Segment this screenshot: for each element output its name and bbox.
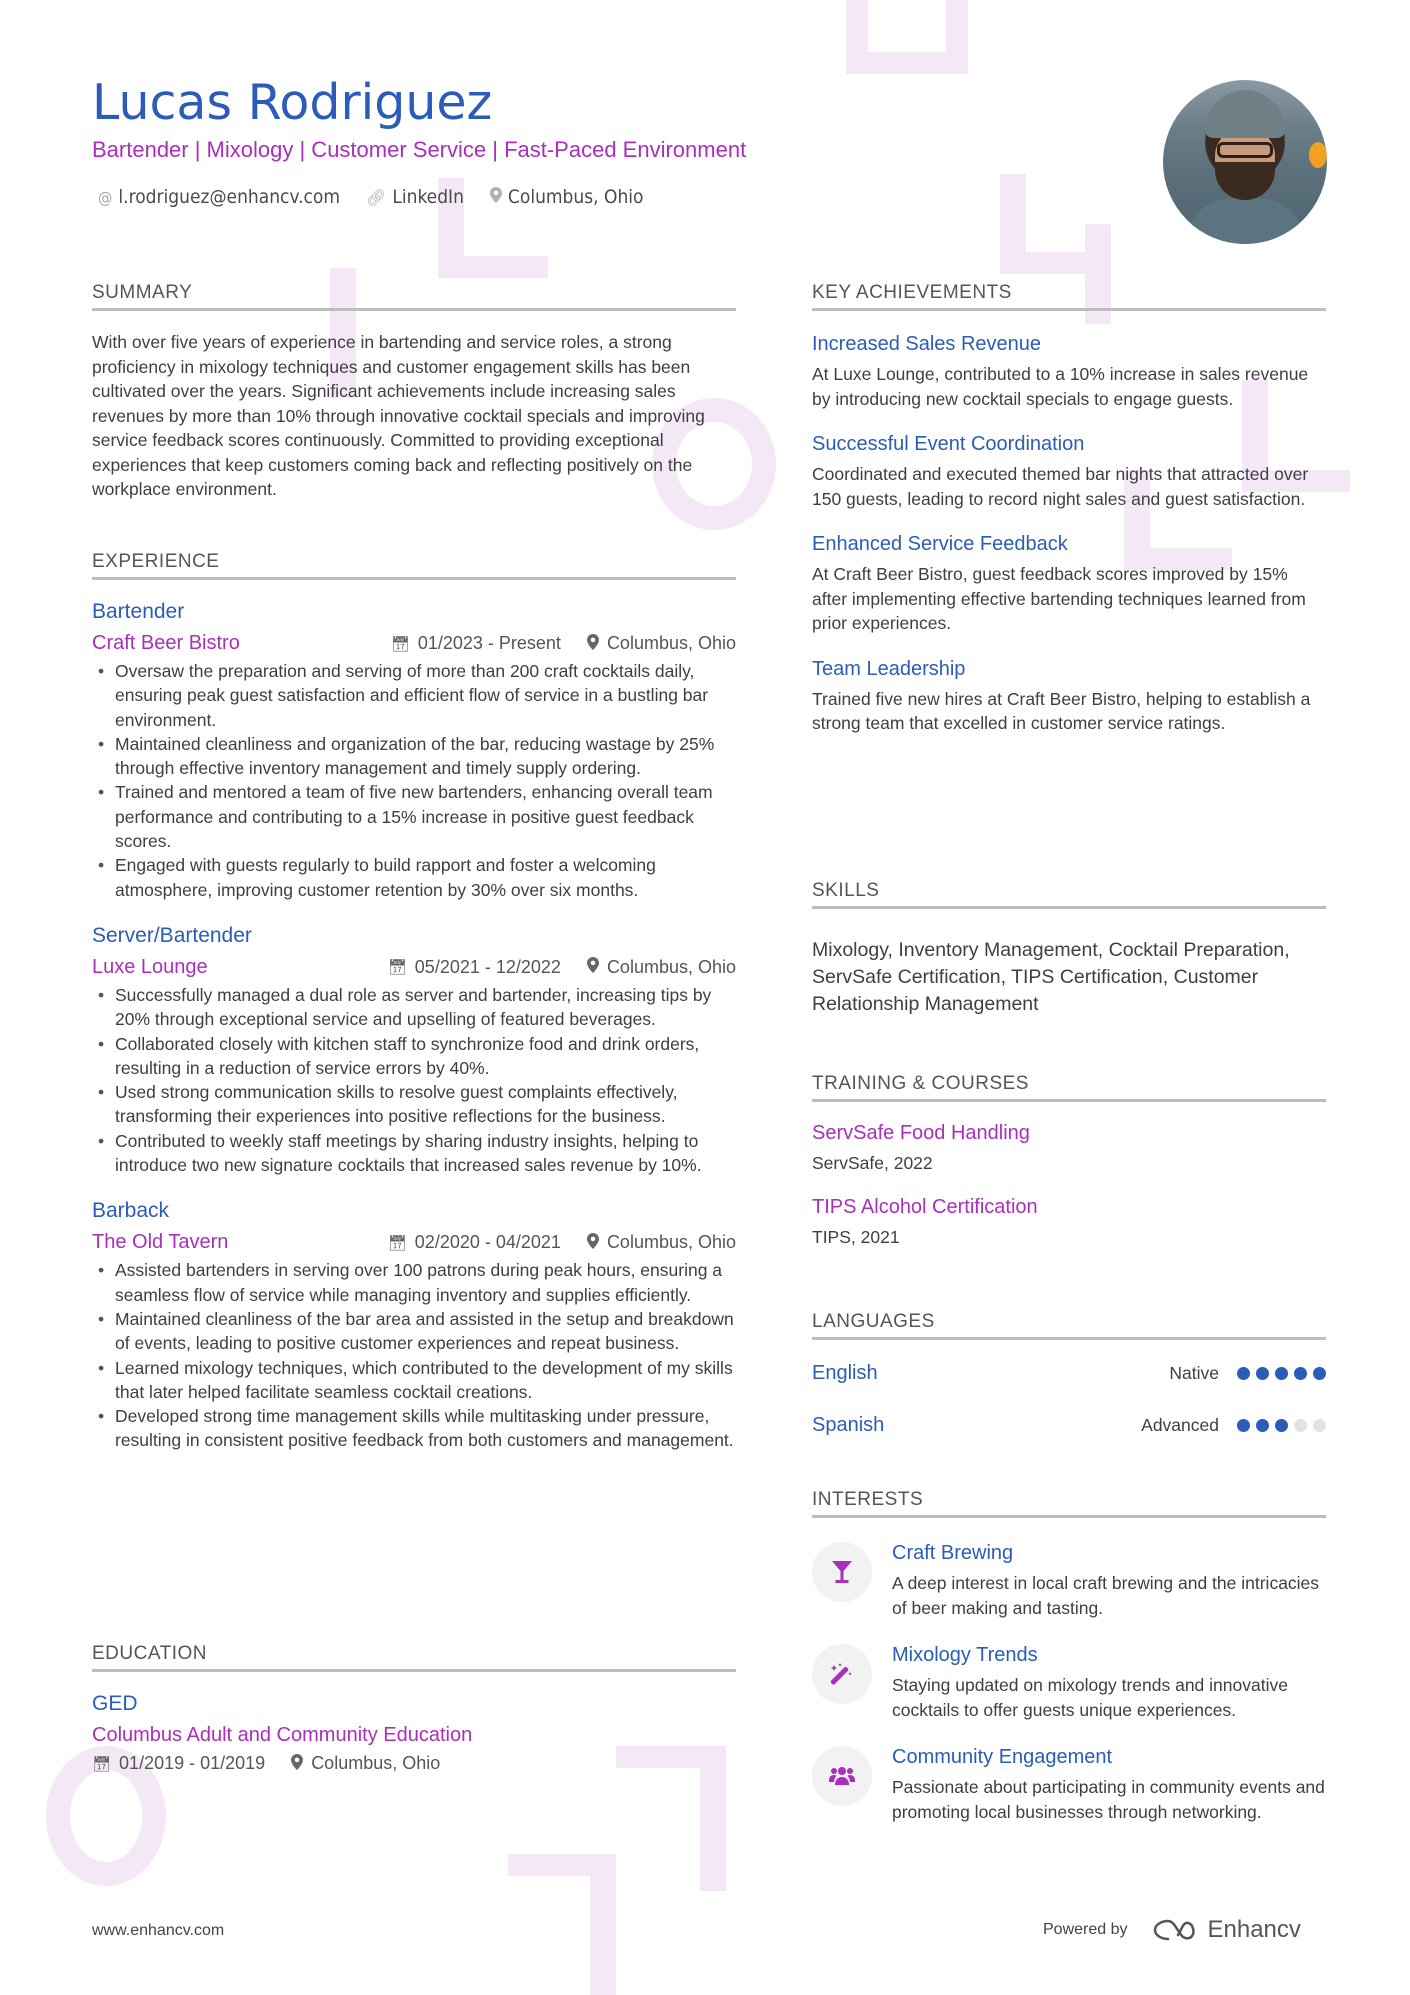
language-name: English <box>812 1361 878 1384</box>
education-location: Columbus, Ohio <box>311 1753 441 1773</box>
footer-website-link[interactable]: www.enhancv.com <box>92 1922 225 1939</box>
contact-linkedin[interactable] <box>366 186 464 208</box>
powered-by-label: Powered by <box>1043 1921 1128 1938</box>
contact-location <box>490 186 644 208</box>
enhancv-logo[interactable] <box>1152 1916 1301 1944</box>
people-group-icon <box>812 1746 872 1806</box>
training-item <box>812 1196 1326 1248</box>
achievement-item <box>812 533 1326 636</box>
profile-photo <box>1163 80 1327 244</box>
bullet-item: • Contributed to weekly staff meetings by sharing industry insights, helping to introduce two new signature cocktails that increased sales revenue by 10%. <box>92 1129 736 1178</box>
email-text: l.rodriguez@enhancv.com <box>118 186 341 208</box>
section-heading: INTERESTS <box>812 1489 1326 1518</box>
bullet-item: • Used strong communication skills to resolve guest complaints effectively, transforming their experiences into positive reflections for the business. <box>92 1080 736 1129</box>
calendar-icon: 📅︎ <box>390 635 410 653</box>
link-icon: 🔗︎ <box>366 187 387 207</box>
skills-text: Mixology, Inventory Management, Cocktail Preparation, ServSafe Certification, TIPS Certification, Customer Relationship Management <box>812 939 1290 1015</box>
section-heading: LANGUAGES <box>812 1311 1326 1340</box>
job-dates: 01/2023 - Present <box>417 633 561 653</box>
training-section <box>812 1073 1326 1248</box>
company-name: Craft Beer Bistro <box>92 632 240 654</box>
achievement-title: Successful Event Coordination <box>812 433 1085 455</box>
calendar-icon: 📅︎ <box>387 959 407 977</box>
achievement-item <box>812 658 1326 736</box>
achievement-title: Team Leadership <box>812 657 966 680</box>
bullet-item: • Trained and mentored a team of five new bartenders, enhancing overall team performance and contributing to a 15% increase in positive guest feedback scores. <box>92 780 736 853</box>
decor-shape <box>590 1854 616 1995</box>
magic-wand-icon <box>812 1644 872 1704</box>
enhancv-logo-icon <box>1152 1917 1198 1943</box>
interest-desc: A deep interest in local craft brewing and the intricacies of beer making and tasting. <box>892 1573 1320 1618</box>
bullet-item: • Oversaw the preparation and serving of more than 200 craft cocktails daily, ensuring peak guest satisfaction and efficient flow of service in a bustling bar environment. <box>92 659 736 732</box>
language-item <box>812 1410 1326 1440</box>
interest-desc: Passionate about participating in community events and promoting local businesses through networking. <box>892 1777 1325 1822</box>
achievement-desc: Trained five new hires at Craft Beer Bistro, helping to establish a strong team that excelled in customer service ratings. <box>812 688 1311 733</box>
job-entry <box>92 924 736 1177</box>
decor-shape <box>946 0 968 52</box>
achievement-item <box>812 433 1326 511</box>
bullet-item: • Successfully managed a dual role as server and bartender, increasing tips by 20% through exceptional service and upselling of featured beverages. <box>92 983 736 1032</box>
training-title: TIPS Alcohol Certification <box>812 1196 1038 1218</box>
training-title: ServSafe Food Handling <box>812 1122 1030 1144</box>
job-bullets <box>92 659 736 902</box>
achievement-title: Increased Sales Revenue <box>812 333 1042 355</box>
language-item <box>812 1358 1326 1388</box>
job-title: Barback <box>92 1199 170 1223</box>
contact-row <box>98 186 644 208</box>
job-bullets <box>92 983 736 1177</box>
cocktail-glass-icon <box>812 1542 872 1602</box>
job-dates: 02/2020 - 04/2021 <box>414 1232 561 1253</box>
achievement-desc: At Luxe Lounge, contributed to a 10% increase in sales revenue by introducing new cocktail specials to engage guests. <box>812 364 1309 409</box>
decor-shape <box>846 52 968 74</box>
job-title: Bartender <box>92 600 185 623</box>
company-name: Luxe Lounge <box>92 955 208 978</box>
languages-section <box>812 1311 1326 1440</box>
interest-title: Mixology Trends <box>892 1644 1038 1666</box>
experience-section <box>92 551 736 1453</box>
location-pin-icon <box>587 634 599 654</box>
decor-shape <box>438 256 548 278</box>
location-text: Columbus, Ohio <box>507 186 644 208</box>
job-dates: 05/2021 - 12/2022 <box>414 956 561 977</box>
location-pin-icon <box>490 187 502 207</box>
skills-section <box>812 880 1326 1018</box>
proficiency-dots <box>1237 1367 1326 1380</box>
at-icon: @ <box>98 187 113 207</box>
language-name: Spanish <box>812 1413 885 1436</box>
education-dates: 01/2019 - 01/2019 <box>119 1753 266 1773</box>
bullet-item: • Maintained cleanliness and organization of the bar, reducing wastage by 25% through effective inventory management and timely supply ordering. <box>92 732 736 781</box>
job-location: Columbus, Ohio <box>606 956 736 977</box>
job-bullets <box>92 1258 736 1452</box>
interests-section <box>812 1489 1326 1824</box>
education-section <box>92 1643 736 1774</box>
job-location: Columbus, Ohio <box>606 633 736 653</box>
degree: GED <box>92 1692 138 1715</box>
school-name: Columbus Adult and Community Education <box>92 1724 473 1746</box>
language-level: Advanced <box>1141 1414 1219 1435</box>
section-heading: EDUCATION <box>92 1643 736 1672</box>
job-entry <box>92 600 736 902</box>
brand-name: Enhancv <box>1207 1916 1301 1943</box>
interest-item <box>812 1542 1326 1620</box>
achievement-item <box>812 333 1326 411</box>
decor-shape <box>846 0 868 52</box>
candidate-headline: Bartender | Mixology | Customer Service | Fast-Paced Environment <box>92 137 747 162</box>
training-provider: ServSafe, 2022 <box>812 1153 933 1173</box>
linkedin-text: LinkedIn <box>392 186 464 208</box>
bullet-item: • Assisted bartenders in serving over 100 patrons during peak hours, ensuring a seamless flow of service while managing inventory and supplies efficiently. <box>92 1258 736 1307</box>
job-location: Columbus, Ohio <box>606 1232 736 1253</box>
summary-section <box>92 282 736 502</box>
interest-item <box>812 1644 1326 1722</box>
language-level: Native <box>1169 1362 1219 1383</box>
bullet-item: • Maintained cleanliness of the bar area and assisted in the setup and breakdown of events, leading to positive customer experiences and repeat business. <box>92 1307 736 1356</box>
location-pin-icon <box>587 1233 599 1253</box>
interest-desc: Staying updated on mixology trends and innovative cocktails to offer guests unique experiences. <box>892 1675 1288 1720</box>
bullet-item: • Developed strong time management skills while multitasking under pressure, resulting in consistent positive feedback from both customers and management. <box>92 1404 736 1453</box>
section-heading: SUMMARY <box>92 282 736 311</box>
calendar-icon: 📅︎ <box>92 1755 112 1773</box>
bullet-item: • Engaged with guests regularly to build rapport and foster a welcoming atmosphere, improving customer retention by 30% over six months. <box>92 853 736 902</box>
section-heading: KEY ACHIEVEMENTS <box>812 282 1326 311</box>
interest-item <box>812 1746 1326 1824</box>
achievement-desc: Coordinated and executed themed bar nights that attracted over 150 guests, leading to record night sales and guest satisfaction. <box>812 464 1309 509</box>
interest-title: Community Engagement <box>892 1746 1113 1768</box>
calendar-icon: 📅︎ <box>387 1234 407 1252</box>
interest-title: Craft Brewing <box>892 1542 1014 1564</box>
achievement-title: Enhanced Service Feedback <box>812 533 1068 555</box>
bullet-item: • Learned mixology techniques, which contributed to the development of my skills that later helped facilitate seamless cocktail creations. <box>92 1356 736 1405</box>
candidate-name: Lucas Rodriguez <box>92 74 493 131</box>
proficiency-dots <box>1237 1419 1326 1432</box>
section-heading: EXPERIENCE <box>92 551 736 580</box>
job-title: Server/Bartender <box>92 923 252 947</box>
section-heading: TRAINING & COURSES <box>812 1073 1326 1102</box>
achievements-section <box>812 282 1326 736</box>
achievement-desc: At Craft Beer Bistro, guest feedback scores improved by 15% after implementing effective bartending techniques learned from prior experiences. <box>812 564 1306 633</box>
contact-email[interactable] <box>98 186 340 208</box>
training-item <box>812 1122 1326 1174</box>
summary-text: With over five years of experience in bartending and service roles, a strong proficiency in mixology techniques and customer engagement skills has been cultivated over the years. Significant achievements include increasing sales revenues by more than 10% through innovative cocktail specials and improving service feedback scores continuously. Committed to providing exceptional experiences that keep customers coming back and reflecting positively on the workplace environment. <box>92 332 705 499</box>
section-heading: SKILLS <box>812 880 1326 909</box>
job-entry <box>92 1199 736 1452</box>
bullet-item: • Collaborated closely with kitchen staff to synchronize food and drink orders, resulting in a reduction of service errors by 40%. <box>92 1032 736 1081</box>
training-provider: TIPS, 2021 <box>812 1227 900 1247</box>
location-pin-icon <box>291 1754 303 1774</box>
footer-branding <box>1043 1916 1301 1944</box>
location-pin-icon <box>587 957 599 977</box>
company-name: The Old Tavern <box>92 1231 229 1254</box>
